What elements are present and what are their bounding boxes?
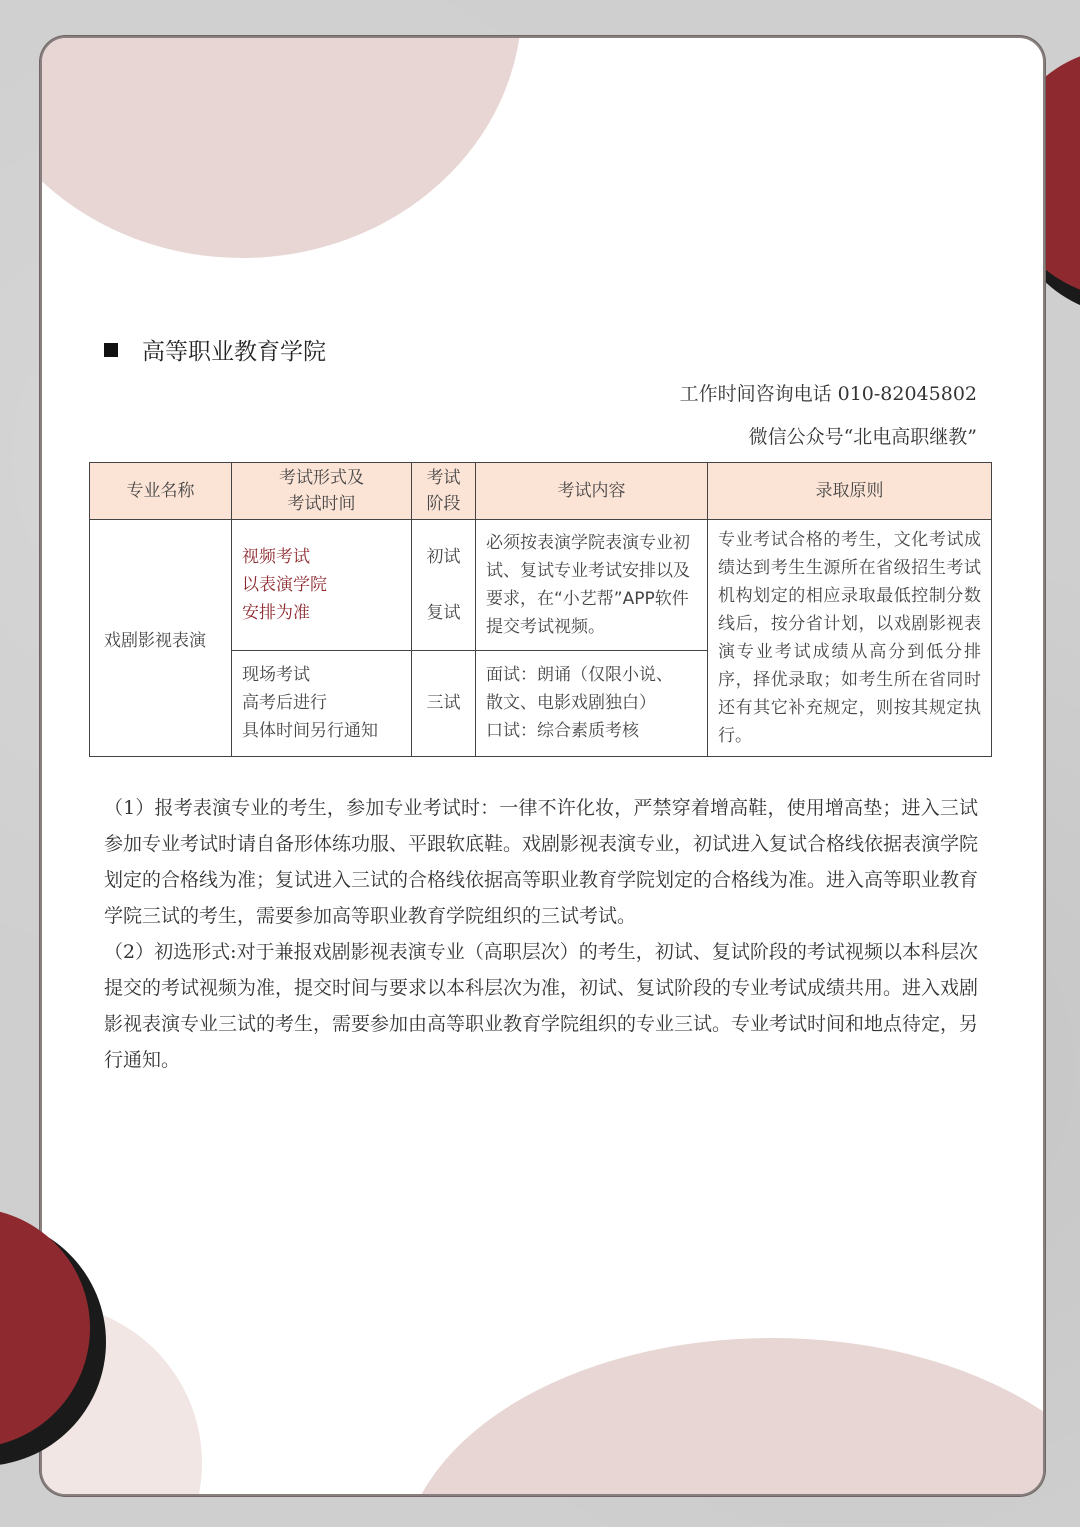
contact-wechat: 微信公众号“北电高职继教” <box>748 426 977 448</box>
content-onsite-line-2: 散文、电影戏剧独白） <box>486 693 656 714</box>
stage-second: 复试 <box>426 602 461 623</box>
major-name: 戏剧影视表演 <box>90 520 232 757</box>
table-row <box>90 520 992 651</box>
form-video-line-1: 视频考试 <box>242 546 310 567</box>
decor-blob-top <box>40 36 522 258</box>
content-onsite <box>476 650 708 756</box>
form-onsite-line-3: 具体时间另行通知 <box>242 721 378 742</box>
form-onsite-line-2: 高考后进行 <box>242 693 327 714</box>
header-admission: 录取原则 <box>708 463 992 520</box>
content-video: 必须按表演学院表演专业初试、复试专业考试安排以及要求，在“小艺帮”APP软件提交考试视频。 <box>476 520 708 651</box>
content-onsite-line-1: 面试：朗诵（仅限小说、 <box>486 665 673 686</box>
exam-table <box>89 462 992 757</box>
form-onsite-line-1: 现场考试 <box>242 665 310 686</box>
header-form: 考试形式及 考试时间 <box>232 463 412 520</box>
admission-principle: 专业考试合格的考生，文化考试成绩达到考生生源所在省级招生考试机构划定的相应录取最低控制分数线后，按分省计划，以戏剧影视表演专业考试成绩从高分到低分排序，择优录取；如考生所在省同时还有其它补充规定，则按其规定执行。 <box>708 520 992 757</box>
form-video-line-2: 以表演学院 <box>242 574 327 595</box>
notes-section <box>104 790 978 1078</box>
form-onsite <box>232 650 412 756</box>
square-bullet-icon <box>104 343 118 357</box>
document-card <box>40 36 1045 1496</box>
form-video <box>232 520 412 651</box>
note-2: （2）初选形式:对于兼报戏剧影视表演专业（高职层次）的考生，初试、复试阶段的考试视频以本科层次提交的考试视频为准，提交时间与要求以本科层次为准，初试、复试阶段的专业考试成绩共用。进入戏剧影视表演专业三试的考生，需要参加由高等职业教育学院组织的专业三试。专业考试时间和地点待定，另行通知。 <box>104 941 979 1071</box>
header-content: 考试内容 <box>476 463 708 520</box>
content-onsite-line-3: 口试：综合素质考核 <box>486 721 639 742</box>
note-1: （1）报考表演专业的考生，参加专业考试时：一律不许化妆，严禁穿着增高鞋，使用增高垫；进入三试参加专业考试时请自备形体练功服、平跟软底鞋。戏剧影视表演专业，初试进入复试合格线依据表演学院划定的合格线为准；复试进入三试的合格线依据高等职业教育学院划定的合格线为准。进入高等职业教育学院三试的考生，需要参加高等职业教育学院组织的三试考试。 <box>104 797 979 927</box>
header-stage: 考试 阶段 <box>412 463 476 520</box>
stage-first-second <box>412 520 476 651</box>
section-heading <box>104 333 326 366</box>
contact-phone: 工作时间咨询电话 010-82045802 <box>679 383 977 405</box>
header-major: 专业名称 <box>90 463 232 520</box>
stage-first: 初试 <box>426 546 461 567</box>
form-video-line-3: 安排为准 <box>242 602 310 623</box>
table-header-row <box>90 463 992 520</box>
section-title: 高等职业教育学院 <box>142 339 326 365</box>
stage-third: 三试 <box>412 650 476 756</box>
decor-blob-bottom <box>402 1338 1045 1496</box>
